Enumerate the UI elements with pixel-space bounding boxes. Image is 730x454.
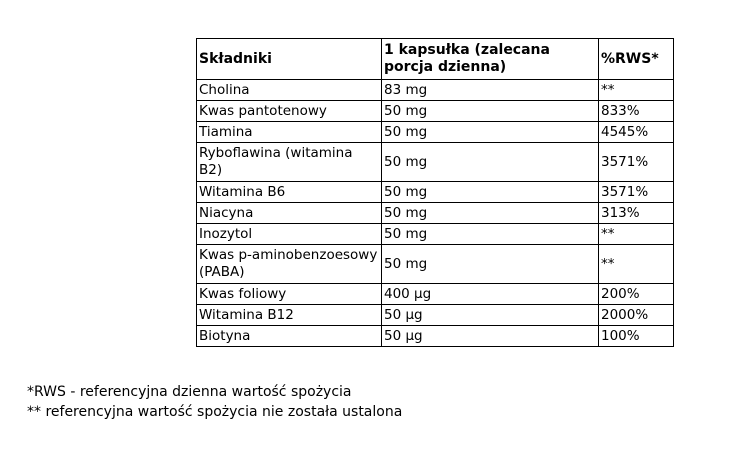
header-serving: 1 kapsułka (zalecana porcja dzienna) (382, 39, 599, 80)
ingredient-cell: Inozytol (197, 224, 382, 245)
footnotes (27, 382, 402, 422)
ingredient-cell: Witamina B12 (197, 305, 382, 326)
ingredient-cell: Cholina (197, 80, 382, 101)
table-row (197, 203, 674, 224)
amount-cell: 50 µg (382, 305, 599, 326)
table-row (197, 122, 674, 143)
rws-cell: ** (599, 224, 674, 245)
footnote-not-established: ** referencyjna wartość spożycia nie została ustalona (27, 404, 403, 420)
rws-cell: 100% (599, 326, 674, 347)
table-row (197, 101, 674, 122)
amount-cell: 50 mg (382, 224, 599, 245)
rws-cell: 833% (599, 101, 674, 122)
amount-cell: 50 µg (382, 326, 599, 347)
rws-cell: 313% (599, 203, 674, 224)
table-row (197, 305, 674, 326)
rws-cell: 3571% (599, 182, 674, 203)
ingredient-cell: Kwas pantotenowy (197, 101, 382, 122)
table-row (197, 284, 674, 305)
amount-cell: 83 mg (382, 80, 599, 101)
amount-cell: 50 mg (382, 182, 599, 203)
ingredient-cell: Biotyna (197, 326, 382, 347)
rws-cell: 2000% (599, 305, 674, 326)
ingredient-cell: Witamina B6 (197, 182, 382, 203)
header-rws: %RWS* (599, 39, 674, 80)
ingredient-cell: Ryboflawina (witamina B2) (197, 143, 382, 182)
rws-cell: 200% (599, 284, 674, 305)
table-row (197, 143, 674, 182)
ingredient-cell: Kwas foliowy (197, 284, 382, 305)
rws-cell: ** (599, 80, 674, 101)
table-row (197, 182, 674, 203)
amount-cell: 50 mg (382, 101, 599, 122)
amount-cell: 50 mg (382, 143, 599, 182)
rws-cell: 3571% (599, 143, 674, 182)
ingredient-cell: Kwas p-aminobenzoesowy (PABA) (197, 245, 382, 284)
header-ingredients: Składniki (197, 39, 382, 80)
ingredient-cell: Tiamina (197, 122, 382, 143)
table-row (197, 224, 674, 245)
nutrition-table (196, 38, 674, 347)
footnote-rws: *RWS - referencyjna dzienna wartość spożycia (27, 384, 352, 400)
table-row (197, 245, 674, 284)
table-row (197, 326, 674, 347)
rws-cell: ** (599, 245, 674, 284)
amount-cell: 50 mg (382, 203, 599, 224)
amount-cell: 400 µg (382, 284, 599, 305)
rws-cell: 4545% (599, 122, 674, 143)
table-row (197, 80, 674, 101)
table-header-row (197, 39, 674, 80)
amount-cell: 50 mg (382, 245, 599, 284)
amount-cell: 50 mg (382, 122, 599, 143)
ingredient-cell: Niacyna (197, 203, 382, 224)
